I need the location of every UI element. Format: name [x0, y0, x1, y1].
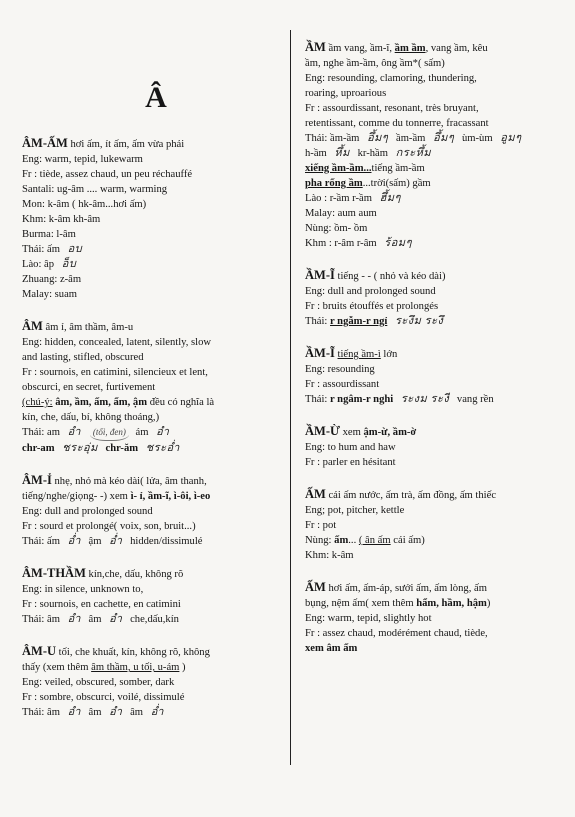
entry-line [305, 161, 567, 176]
entry-text: Fr : assez chaud, modérément chaud, tiède, [305, 628, 488, 639]
headword: ÂM-U [22, 644, 57, 658]
entry-text: Eng: hidden, concealed, latent, silently, slow [22, 337, 212, 348]
entry-text: âm [85, 614, 105, 625]
entry-line [305, 362, 567, 377]
headword: ẤM [305, 580, 326, 594]
entry-text: Thái: am [22, 427, 63, 438]
entry-line [22, 152, 270, 167]
entry-text: Thái: âm [22, 614, 63, 625]
entry-heading-line [305, 487, 567, 503]
dictionary-entry [22, 566, 270, 627]
entry-line [22, 660, 270, 675]
entry-line [305, 626, 567, 641]
thai-script: อูมๆ [500, 132, 522, 144]
entry-line [22, 504, 270, 519]
entry-line [22, 705, 270, 720]
dictionary-entry [22, 644, 270, 720]
entry-heading-line [305, 424, 567, 440]
entry-text: Thái: [305, 394, 331, 405]
entry-text: ) [486, 598, 491, 609]
entry-line [305, 455, 567, 470]
entry-heading-line [305, 268, 567, 284]
entry-line [305, 440, 567, 455]
entry-text: ầm, nghe ầm-ầm, ông ầm*( sấm) [305, 58, 445, 69]
entry-text: Fr : bruits étouffés et prolongés [305, 301, 439, 312]
entry-text: ì- ỉ, ầm-ĩ, ì-ôi, ì-eo [130, 491, 211, 502]
entry-text: chr-am [22, 443, 55, 454]
entry-text: hẩm, hầm, hậm [416, 598, 487, 609]
entry-line [305, 131, 567, 146]
entry-line [22, 690, 270, 705]
entry-line [305, 101, 567, 116]
entry-line [22, 441, 270, 456]
entry-text: retentissant, comme du tonnerre, fracassant [305, 118, 489, 129]
entry-text: Thái: ấm [22, 244, 63, 255]
entry-line [22, 582, 270, 597]
entry-text: Fr : sournois, en cachette, en catimini [22, 599, 181, 610]
entry-text [393, 394, 396, 405]
entry-line [305, 377, 567, 392]
entry-text: Thái: âm [22, 707, 63, 718]
entry-text: âm [85, 707, 105, 718]
dictionary-entry [305, 424, 567, 470]
entry-text [55, 443, 58, 454]
entry-line [22, 365, 270, 380]
entry-heading-line [305, 580, 567, 596]
entry-heading-line [22, 644, 270, 660]
right-column [305, 40, 567, 673]
entry-line [22, 287, 270, 302]
entry-line [22, 675, 270, 690]
entry-text: Khm: k-âm [305, 550, 354, 561]
section-letter: Â [145, 81, 167, 114]
entry-text: ...trời(sấm) gầm [362, 178, 431, 189]
entry-text: tối, che khuất, kín, không rõ, không [56, 647, 210, 658]
entry-text: Fr : sournois, en catimini, silencieux et lent, [22, 367, 208, 378]
entry-text: ấm [334, 535, 349, 546]
entry-text: and lasting, stifled, obscured [22, 352, 144, 363]
entry-text: ... [348, 535, 359, 546]
left-column [22, 78, 270, 737]
entry-text: âm [127, 707, 146, 718]
thai-script: อบ [67, 243, 83, 255]
entry-line [22, 182, 270, 197]
thai-script: อำ [67, 426, 81, 438]
entry-heading-line [22, 319, 270, 335]
entry-line [22, 212, 270, 227]
entry-text: obscurci, en secret, furtivement [22, 382, 156, 393]
entry-text: xiếng ầm-ầm... [305, 163, 372, 174]
entry-line [305, 503, 567, 518]
handwritten-note: (tối, đen) [90, 425, 129, 441]
headword: ÂM-Ỉ [22, 473, 52, 487]
entry-line [305, 284, 567, 299]
dictionary-entry [22, 136, 270, 302]
entry-text: Thái: ầm-ầm [305, 133, 363, 144]
entry-text: Khm : r-âm r-âm [305, 238, 380, 249]
entry-line [22, 425, 270, 441]
entry-line [305, 518, 567, 533]
thai-script: ชระอุ่ม [62, 442, 98, 454]
thai-script: อึ้มๆ [367, 132, 389, 144]
entry-line [305, 611, 567, 626]
entry-line [305, 86, 567, 101]
thai-script: อ่ำ [67, 535, 81, 547]
entry-text: tiếng ầm-ầm [371, 163, 425, 174]
entry-text: Eng: warm, tepid, slightly hot [305, 613, 432, 624]
entry-line [22, 380, 270, 395]
entry-text: ùm-ùm [459, 133, 496, 144]
entry-line [305, 533, 567, 548]
entry-line [305, 392, 567, 407]
entry-text: nhẹ, nhỏ mà kéo dài( lửa, âm thanh, [51, 476, 207, 487]
entry-text: h-ầm [305, 148, 330, 159]
entry-line [305, 71, 567, 86]
entry-line [305, 314, 567, 329]
entry-text: âm ỉ, âm thầm, âm-u [42, 322, 134, 333]
entry-text: Nùng: ồm- ồm [305, 223, 368, 234]
entry-line [305, 221, 567, 236]
entry-line [305, 206, 567, 221]
entry-line [305, 116, 567, 131]
entry-heading-line [305, 40, 567, 56]
entry-text: Nùng: [305, 535, 335, 546]
entry-text: ầm ầm [394, 43, 426, 54]
entry-text: roaring, uproarious [305, 88, 387, 99]
headword: ẦM [305, 40, 326, 54]
thai-script: อำ [67, 613, 81, 625]
entry-text: xem âm ấm [305, 643, 358, 654]
dictionary-entry [305, 268, 567, 329]
entry-text: Fr : parler en hésitant [305, 457, 396, 468]
entry-line [22, 534, 270, 549]
entry-line [305, 548, 567, 563]
thai-script: ฮึ้มๆ [379, 192, 401, 204]
entry-line [22, 197, 270, 212]
dictionary-entry [305, 580, 567, 656]
entry-line [305, 146, 567, 161]
entry-text: Khm: k-âm kh-âm [22, 214, 101, 225]
entry-text: cái ấm nước, ấm trà, ấm đồng, ấm thiếc [325, 490, 497, 501]
thai-script: ระงึม ระงึ [394, 315, 444, 327]
entry-text: ậm-ừ, ầm-ờ [363, 427, 417, 438]
thai-script: อำ [67, 706, 81, 718]
dictionary-entry [22, 473, 270, 549]
entry-text: che,dấu,kín [127, 614, 179, 625]
headword: ÂM-ẤM [22, 136, 68, 150]
entry-text: xem [339, 427, 364, 438]
entry-text: Eng: warm, tepid, lukewarm [22, 154, 143, 165]
entry-text: r ngâm-r nghi [330, 394, 394, 405]
entry-text: Thái: ấm [22, 536, 63, 547]
entry-text: ( ân ấm [358, 535, 391, 546]
thai-script: อึ้มๆ [433, 132, 455, 144]
entry-line [305, 596, 567, 611]
entry-line [22, 395, 270, 410]
entry-line [22, 350, 270, 365]
thai-script: อ่ำ [109, 535, 123, 547]
entry-line [22, 410, 270, 425]
entry-line [22, 272, 270, 287]
entry-text: Eng: dull and prolonged sound [305, 286, 436, 297]
entry-line [305, 191, 567, 206]
entry-line [22, 257, 270, 272]
dictionary-entry [305, 346, 567, 407]
entry-text: Fr : pot [305, 520, 337, 531]
headword: ẦM-Ừ [305, 424, 340, 438]
thai-script: อำ [156, 426, 170, 438]
entry-line [22, 597, 270, 612]
entry-text: hidden/dissimulé [127, 536, 203, 547]
entry-text: tiếng/nghe/giọng- -) xem [22, 491, 131, 502]
entry-text: âm thầm, u tối, u-ám [91, 662, 180, 673]
entry-text: Lào : r-ầm r-ầm [305, 193, 375, 204]
entry-text: ầm-ầm [393, 133, 429, 144]
entry-text: Malay: suam [22, 289, 78, 300]
entry-text: ầm vang, ầm-ĩ, [325, 43, 395, 54]
entry-text: Thái: [305, 316, 331, 327]
entry-text: cái ấm) [390, 535, 425, 546]
entry-text: lớn [380, 349, 398, 360]
entry-heading-line [22, 136, 270, 152]
headword: ÂM [22, 319, 43, 333]
entry-text: tiếng - - ( nhỏ và kéo dài) [334, 271, 446, 282]
entry-line [305, 56, 567, 71]
entry-text: Burma: l-âm [22, 229, 76, 240]
entry-text: (chú-ý: [22, 397, 53, 408]
entry-line [22, 242, 270, 257]
entry-text: tiếng ầm-ì [337, 349, 381, 360]
entry-text: Eng: resounding, clamoring, thundering, [305, 73, 477, 84]
entry-text: , vang ầm, kêu [425, 43, 488, 54]
headword: ÂM-THẦM [22, 566, 86, 580]
thai-script: อำ [109, 613, 123, 625]
entry-text: hơi ấm, ít ấm, ấm vừa phải [67, 139, 185, 150]
entry-line [305, 236, 567, 251]
entry-text: Mon: k-âm ( hk-âm...hơi ấm) [22, 199, 147, 210]
dictionary-entry [22, 319, 270, 456]
entry-text: r ngẫm-r ngỉ [330, 316, 388, 327]
entry-text: Fr : assourdissant [305, 379, 380, 390]
entry-text: kín, che, dấu, bí, không thoáng,) [22, 412, 160, 423]
entry-text: Eng: veiled, obscured, somber, dark [22, 677, 175, 688]
entry-text: thấy (xem thêm [22, 662, 92, 673]
entry-text: đều có nghĩa là [147, 397, 215, 408]
entry-text: Eng; pot, pitcher, kettle [305, 505, 405, 516]
entry-text: Fr : sombre, obscurci, voilé, dissimulé [22, 692, 185, 703]
entry-text: vang rền [454, 394, 494, 405]
thai-script: อำ [109, 706, 123, 718]
thai-script: ชระอ่ำ [145, 442, 180, 454]
entry-text: Santali: ug-âm .... warm, warming [22, 184, 168, 195]
entry-line [305, 176, 567, 191]
entry-line [22, 227, 270, 242]
entry-text: Eng: resounding [305, 364, 375, 375]
entry-line [22, 612, 270, 627]
entry-text: Eng: to hum and haw [305, 442, 396, 453]
entry-text: kín,che, dấu, không rõ [85, 569, 184, 580]
entry-text: bụng, nệm ấm( xem thêm [305, 598, 417, 609]
entry-text: ám [132, 427, 152, 438]
entry-line [305, 641, 567, 656]
thai-script: ร้อมๆ [384, 237, 412, 249]
entry-heading-line [22, 473, 270, 489]
entry-text: ) [179, 662, 186, 673]
thai-script: กระหึ้ม [395, 147, 432, 159]
entry-text: âm, ầm, ấm, ẩm, ậm [52, 397, 148, 408]
dictionary-entry [305, 40, 567, 251]
entry-text: hơi ấm, ấm-áp, sưởi ấm, ấm lòng, ấm [325, 583, 487, 594]
headword: ẦM-Ĩ [305, 268, 335, 282]
entry-text [387, 316, 390, 327]
entry-line [22, 167, 270, 182]
entry-text: kr-hầm [354, 148, 391, 159]
entry-text: Eng: dull and prolonged sound [22, 506, 153, 517]
entry-text: Lào: âp [22, 259, 57, 270]
entry-text: Malay: aum aum [305, 208, 377, 219]
entry-text [138, 443, 141, 454]
entry-line [305, 299, 567, 314]
thai-script: อ็บ [61, 258, 77, 270]
entry-text: Fr : sourd et prolongé( voix, son, bruit...) [22, 521, 196, 532]
entry-text: Eng: in silence, unknown to, [22, 584, 144, 595]
entry-text: chr-ăm [102, 443, 139, 454]
entry-text: Fr : tiède, assez chaud, un peu réchauffé [22, 169, 193, 180]
entry-heading-line [22, 566, 270, 582]
headword: ẤM [305, 487, 326, 501]
entry-text: Zhuang: z-âm [22, 274, 82, 285]
column-divider [290, 30, 291, 765]
entry-line [22, 489, 270, 504]
dictionary-entry [305, 487, 567, 563]
thai-script: หึ้ม [334, 147, 350, 159]
thai-script: อ่ำ [150, 706, 164, 718]
entry-line [22, 335, 270, 350]
entry-text: Fr : assourdissant, resonant, très bruyant, [305, 103, 479, 114]
entry-text: ậm [85, 536, 105, 547]
thai-script: ระงม ระงี [400, 393, 450, 405]
entry-line [22, 519, 270, 534]
entry-text: pha rống ầm [305, 178, 363, 189]
headword: ẦM-Ĩ [305, 346, 335, 360]
entry-heading-line [305, 346, 567, 362]
